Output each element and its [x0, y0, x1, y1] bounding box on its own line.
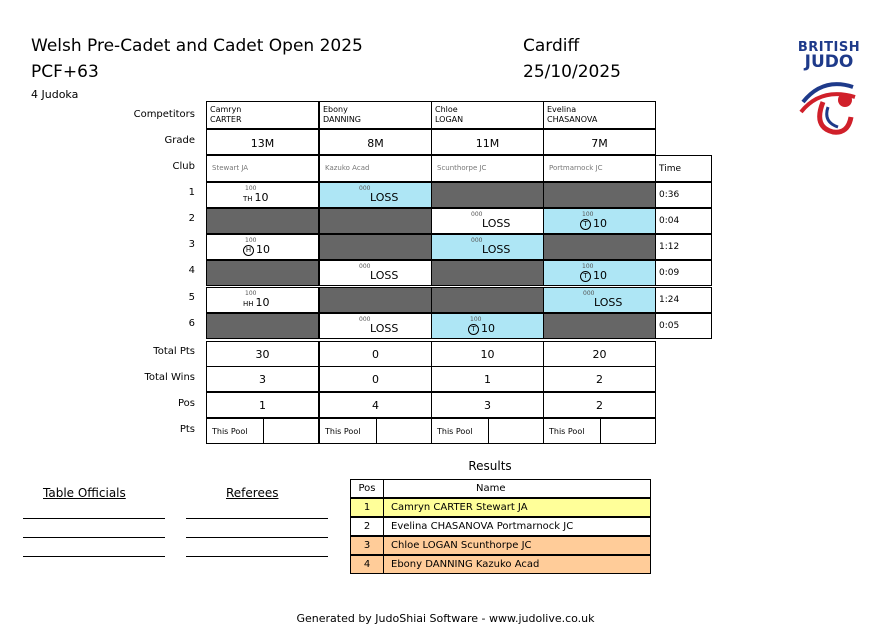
- competitor-first-name: Chloe: [435, 105, 458, 114]
- grade-cell: [543, 129, 656, 155]
- result-row: [350, 536, 651, 555]
- club-cell: [543, 155, 656, 182]
- competitor-name: [210, 105, 242, 125]
- total-wins-cell: [431, 366, 544, 392]
- match-cell: [543, 287, 656, 313]
- table-official-line-2: [23, 537, 165, 538]
- match-time-cell: [655, 182, 712, 208]
- competitor-name-cell: [543, 101, 656, 129]
- competitor-grade: 8M: [367, 137, 384, 150]
- pos-cell: [206, 392, 319, 418]
- results-header-pos: Pos: [351, 480, 384, 497]
- match-points: 10: [255, 296, 270, 309]
- result-name: Evelina CHASANOVA Portmarnock JC: [391, 521, 574, 532]
- ippon-waza-count: 100: [582, 263, 594, 270]
- ippon-waza-count: 100: [245, 185, 257, 192]
- ippon-waza-count: 100: [470, 316, 482, 323]
- competitor-pos: 1: [259, 399, 266, 412]
- competitor-total-wins: 0: [372, 373, 379, 386]
- ippon-waza-count: 100: [582, 211, 594, 218]
- match-cell: [206, 208, 319, 234]
- referees-label: Referees: [226, 486, 279, 500]
- ippon-waza-count: 000: [359, 316, 371, 323]
- result-row: [350, 555, 651, 574]
- result-row: [350, 498, 651, 517]
- pool-label: This Pool: [549, 427, 585, 436]
- competitor-pos: 3: [484, 399, 491, 412]
- competitor-first-name: Camryn: [210, 105, 242, 114]
- referee-line-2: [186, 537, 328, 538]
- competitor-total-pts: 20: [592, 348, 607, 361]
- competitor-pos: 4: [372, 399, 379, 412]
- event-title: Welsh Pre-Cadet and Cadet Open 2025: [31, 36, 363, 56]
- match-score: [580, 217, 607, 230]
- label-match-5: 5: [188, 292, 195, 303]
- technique-icon: HH: [243, 300, 254, 308]
- match-time-cell: [655, 313, 712, 339]
- club-cell: [431, 155, 544, 182]
- match-time: 0:05: [659, 321, 680, 331]
- time-header: [655, 155, 712, 182]
- label-match-1: 1: [188, 187, 195, 198]
- competitor-name: [323, 105, 361, 125]
- footer-credit: Generated by JudoShiai Software - www.judolive.co.uk: [296, 612, 595, 625]
- result-row: [350, 517, 651, 536]
- label-total-pts: Total Pts: [153, 346, 195, 357]
- match-result: LOSS: [370, 269, 399, 282]
- match-score: [243, 243, 270, 256]
- competitor-club: Stewart JA: [212, 164, 249, 172]
- pool-divider: [600, 419, 601, 443]
- match-score: [482, 217, 510, 230]
- match-cell: [206, 313, 319, 339]
- judoka-count: 4 Judoka: [31, 88, 79, 101]
- match-time-cell: [655, 234, 712, 260]
- pool-pts-cell: [319, 418, 432, 444]
- match-time-cell: [655, 260, 712, 286]
- referee-line-1: [186, 518, 328, 519]
- pool-pts-cell: [543, 418, 656, 444]
- label-match-3: 3: [188, 239, 195, 250]
- pool-pts-cell: [431, 418, 544, 444]
- competitor-club: Kazuko Acad: [325, 164, 370, 172]
- competitor-grade: 13M: [250, 137, 275, 150]
- competitor-name-cell: [319, 101, 432, 129]
- grade-cell: [319, 129, 432, 155]
- match-cell: [543, 208, 656, 234]
- match-cell: [319, 182, 432, 208]
- result-pos: 1: [351, 499, 384, 516]
- logo-line2: JUDO: [804, 52, 854, 72]
- match-time: 1:24: [659, 295, 680, 305]
- competitor-name: [435, 105, 463, 125]
- event-date: 25/10/2025: [523, 62, 621, 82]
- match-cell: [543, 260, 656, 286]
- match-cell: [319, 208, 432, 234]
- match-cell: [431, 260, 544, 286]
- british-judo-logo: [793, 40, 865, 145]
- competitor-total-pts: 30: [255, 348, 270, 361]
- competitor-last-name: CHASANOVA: [547, 115, 598, 124]
- competitor-first-name: Ebony: [323, 105, 348, 114]
- competitor-last-name: CARTER: [210, 115, 242, 124]
- category-title: PCF+63: [31, 62, 99, 82]
- match-cell: [319, 287, 432, 313]
- match-score: [482, 243, 510, 256]
- competitor-total-wins: 3: [259, 373, 266, 386]
- total-wins-cell: [206, 366, 319, 392]
- total-pts-cell: [431, 341, 544, 367]
- event-city: Cardiff: [523, 36, 580, 56]
- total-pts-cell: [543, 341, 656, 367]
- match-cell: [543, 182, 656, 208]
- match-cell: [431, 287, 544, 313]
- match-cell: [319, 234, 432, 260]
- label-pts: Pts: [179, 424, 195, 435]
- match-time-cell: [655, 208, 712, 234]
- results-header-name: Name: [476, 483, 506, 494]
- match-score: [370, 322, 398, 335]
- result-pos: 4: [351, 556, 384, 573]
- ippon-waza-count: 000: [471, 211, 483, 218]
- ippon-waza-count: 100: [245, 237, 257, 244]
- match-score: [370, 191, 398, 204]
- table-official-line-1: [23, 518, 165, 519]
- competitor-total-wins: 2: [596, 373, 603, 386]
- club-cell: [319, 155, 432, 182]
- ippon-waza-count: 000: [359, 185, 371, 192]
- match-result: LOSS: [370, 322, 399, 335]
- pool-pts-cell: [206, 418, 319, 444]
- technique-icon: TH: [243, 195, 253, 203]
- match-cell: [431, 182, 544, 208]
- match-points: 10: [593, 269, 607, 282]
- time-header-label: Time: [659, 164, 682, 174]
- judoka-figure-icon: [793, 72, 865, 137]
- competitor-name: [547, 105, 597, 125]
- match-points: 10: [481, 322, 495, 335]
- competitor-first-name: Evelina: [547, 105, 577, 114]
- match-cell: [543, 313, 656, 339]
- label-club: Club: [172, 161, 195, 172]
- match-score: [370, 269, 398, 282]
- pos-cell: [431, 392, 544, 418]
- match-cell: [431, 208, 544, 234]
- match-cell: [206, 260, 319, 286]
- competitor-name-cell: [431, 101, 544, 129]
- competitor-club: Scunthorpe JC: [437, 164, 487, 172]
- label-total-wins: Total Wins: [144, 372, 195, 383]
- pos-cell: [543, 392, 656, 418]
- match-result: LOSS: [370, 191, 399, 204]
- competitor-grade: 11M: [475, 137, 500, 150]
- competitor-pos: 2: [596, 399, 603, 412]
- total-wins-cell: [319, 366, 432, 392]
- grade-cell: [431, 129, 544, 155]
- technique-icon: T: [580, 271, 591, 282]
- label-match-4: 4: [188, 265, 195, 276]
- match-result: LOSS: [594, 296, 623, 309]
- result-name: Chloe LOGAN Scunthorpe JC: [391, 540, 532, 551]
- total-pts-cell: [206, 341, 319, 367]
- match-cell: [431, 234, 544, 260]
- match-score: [243, 191, 269, 204]
- logo-line1: BRITISH: [797, 40, 861, 55]
- result-name: Camryn CARTER Stewart JA: [391, 502, 528, 513]
- total-wins-cell: [543, 366, 656, 392]
- technique-icon: T: [468, 324, 479, 335]
- match-cell: [319, 260, 432, 286]
- results-header: [350, 479, 651, 498]
- competitor-name-cell: [206, 101, 319, 129]
- match-cell: [206, 234, 319, 260]
- match-cell: [206, 182, 319, 208]
- competitor-grade: 7M: [591, 137, 608, 150]
- match-score: [594, 296, 622, 309]
- pool-divider: [488, 419, 489, 443]
- pool-divider: [376, 419, 377, 443]
- match-cell: [431, 313, 544, 339]
- match-cell: [319, 313, 432, 339]
- match-cell: [206, 287, 319, 313]
- pool-label: This Pool: [212, 427, 248, 436]
- technique-icon: T: [580, 219, 591, 230]
- technique-icon: H: [243, 245, 254, 256]
- match-time-cell: [655, 287, 712, 313]
- pool-label: This Pool: [325, 427, 361, 436]
- competitor-total-pts: 10: [480, 348, 495, 361]
- result-pos: 2: [351, 518, 384, 535]
- results-title: Results: [468, 459, 512, 473]
- pool-label: This Pool: [437, 427, 473, 436]
- competitor-last-name: DANNING: [323, 115, 362, 124]
- pos-cell: [319, 392, 432, 418]
- match-time: 1:12: [659, 242, 680, 252]
- match-result: LOSS: [482, 243, 511, 256]
- label-match-2: 2: [188, 213, 195, 224]
- referee-line-3: [186, 556, 328, 557]
- match-points: 10: [256, 243, 270, 256]
- ippon-waza-count: 000: [583, 290, 595, 297]
- match-points: 10: [593, 217, 607, 230]
- match-result: LOSS: [482, 217, 511, 230]
- match-cell: [543, 234, 656, 260]
- table-official-line-3: [23, 556, 165, 557]
- match-score: [580, 269, 607, 282]
- competitor-club: Portmarnock JC: [549, 164, 603, 172]
- label-match-6: 6: [188, 318, 195, 329]
- ippon-waza-count: 000: [471, 237, 483, 244]
- table-officials-label: Table Officials: [43, 486, 126, 500]
- result-name: Ebony DANNING Kazuko Acad: [391, 559, 540, 570]
- label-pos: Pos: [177, 398, 195, 409]
- result-pos: 3: [351, 537, 384, 554]
- total-pts-cell: [319, 341, 432, 367]
- match-time: 0:36: [659, 190, 680, 200]
- label-competitors: Competitors: [133, 109, 195, 120]
- label-grade: Grade: [164, 135, 195, 146]
- ippon-waza-count: 000: [359, 263, 371, 270]
- match-points: 10: [254, 191, 269, 204]
- club-cell: [206, 155, 319, 182]
- competitor-last-name: LOGAN: [435, 115, 464, 124]
- grade-cell: [206, 129, 319, 155]
- pool-divider: [263, 419, 264, 443]
- match-score: [468, 322, 495, 335]
- competitor-total-pts: 0: [372, 348, 379, 361]
- match-time: 0:04: [659, 216, 680, 226]
- ippon-waza-count: 100: [245, 290, 257, 297]
- match-time: 0:09: [659, 268, 680, 278]
- match-score: [243, 296, 270, 309]
- competitor-total-wins: 1: [484, 373, 491, 386]
